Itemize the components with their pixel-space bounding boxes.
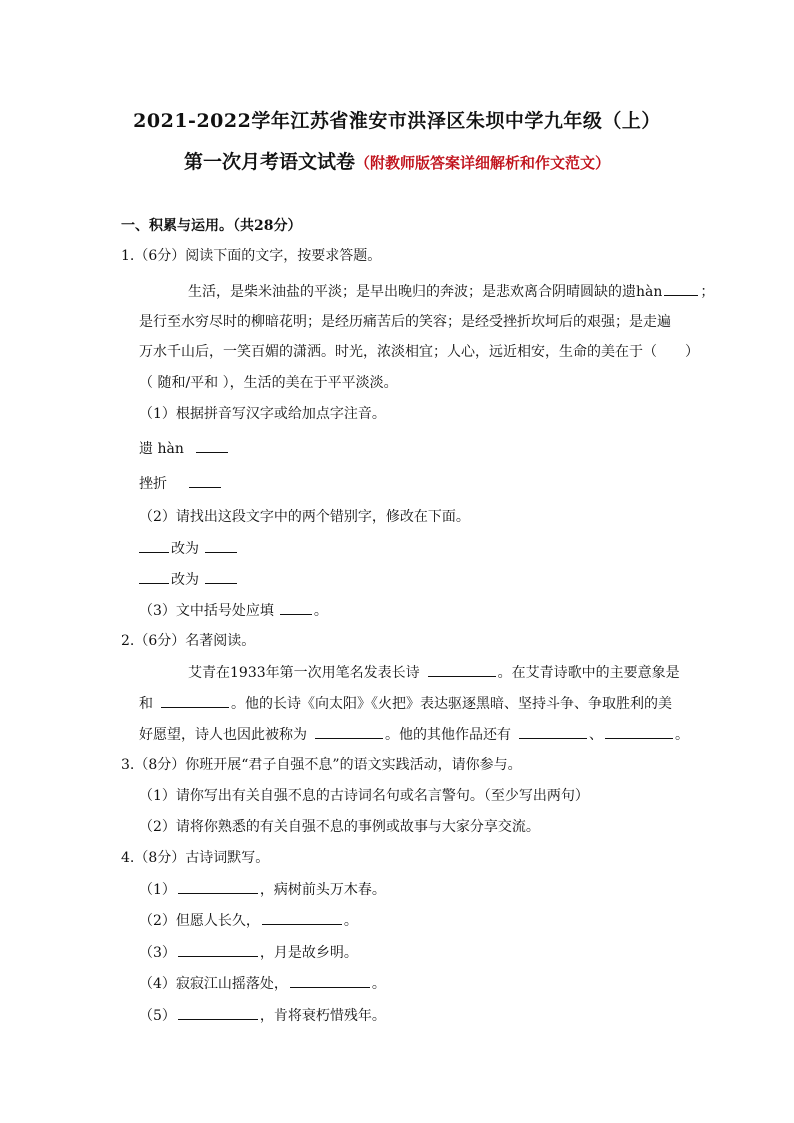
answer-blank[interactable] (178, 944, 258, 957)
question-3-stem: 3.（8分）你班开展“君子自强不息”的语文实践活动，请你参与。 (121, 757, 522, 773)
q1-passage-line3: 万水千山后，一笑百媚的潇洒。时光，浓淡相宜；人心，远近相安，生命的美在于（ ） (139, 344, 699, 360)
q4-item-prefix: （4）寂寂江山摇落处， (139, 976, 288, 992)
q4-item-suffix: 。 (371, 976, 386, 992)
q4-item-4 (139, 975, 386, 992)
q4-item-suffix: 。 (343, 913, 358, 929)
answer-blank[interactable] (428, 664, 496, 677)
q1-item-label: 遗 hàn (139, 441, 184, 457)
q4-item-suffix: ，病树前头万木春。 (259, 882, 386, 898)
q2-text: 。在艾青诗歌中的主要意象是 (497, 665, 680, 681)
q1-sub1-item2 (139, 475, 223, 492)
change-to-label: 改为 (171, 541, 199, 557)
q2-line2 (139, 695, 672, 712)
q1-item-label: 挫折 (139, 476, 167, 492)
q4-item-prefix: （1） (139, 882, 176, 898)
answer-blank[interactable] (262, 912, 342, 925)
answer-blank[interactable] (139, 571, 169, 584)
q1-passage-text: 生活，是柴米油盐的平淡；是早出晚归的奔波；是悲欢离合阴晴圆缺的遗hàn (188, 284, 663, 300)
answer-blank[interactable] (280, 602, 312, 615)
question-1-stem: 1.（6分）阅读下面的文字，按要求答题。 (121, 248, 382, 264)
q1-passage-line1 (188, 283, 714, 300)
q1-sub3 (139, 602, 328, 619)
q4-item-suffix: ，月是故乡明。 (259, 945, 358, 961)
question-4-stem: 4.（8分）古诗词默写。 (121, 850, 270, 866)
q2-text: 。他的长诗《向太阳》《火把》表达驱逐黑暗、坚持斗争、争取胜利的美 (231, 696, 672, 712)
q2-text: 和 (139, 696, 153, 712)
q1-passage-line4: （ 随和/平和 ），生活的美在于平平淡淡。 (139, 375, 398, 391)
q2-line1 (188, 664, 680, 681)
q1-sub3-text: （3）文中括号处应填 (139, 603, 274, 619)
answer-blank[interactable] (196, 440, 228, 453)
answer-blank[interactable] (139, 540, 169, 553)
answer-blank[interactable] (664, 283, 698, 296)
q2-text: 好愿望，诗人也因此被称为 (139, 727, 307, 743)
exam-title-line1: 2021-2022学年江苏省淮安市洪泽区朱坝中学九年级（上） (133, 110, 661, 132)
q4-item-3 (139, 944, 358, 961)
answer-blank[interactable] (178, 881, 258, 894)
q1-passage-line2: 是行至水穷尽时的柳暗花明；是经历痛苦后的笑容；是经受挫折坎坷后的艰强；是走遍 (139, 314, 671, 330)
q3-sub2: （2）请将你熟悉的有关自强不息的事例或故事与大家分享交流。 (139, 819, 540, 835)
q1-correction-row2 (139, 571, 239, 588)
q1-sub3-end: 。 (313, 603, 328, 619)
q1-passage-punct: ； (700, 284, 715, 300)
answer-blank[interactable] (189, 475, 221, 488)
q4-item-1 (139, 881, 386, 898)
q4-item-5 (139, 1007, 386, 1024)
q3-sub1: （1）请你写出有关自强不息的古诗词名句或名言警句。（至少写出两句） (139, 788, 589, 804)
q4-item-prefix: （2）但愿人长久， (139, 913, 260, 929)
q4-item-suffix: ，肯将衰朽惜残年。 (259, 1008, 386, 1024)
question-2-stem: 2.（6分）名著阅读。 (121, 633, 256, 649)
q4-item-2 (139, 912, 358, 929)
q4-item-prefix: （3） (139, 945, 176, 961)
answer-blank[interactable] (290, 975, 370, 988)
q1-sub1-item1 (139, 440, 230, 457)
q2-text: 艾青在1933年第一次用笔名发表长诗 (188, 665, 420, 681)
section-heading: 一、积累与运用。（共28分） (121, 218, 302, 234)
answer-blank[interactable] (178, 1007, 258, 1020)
q1-sub1: （1）根据拼音写汉字或给加点字注音。 (139, 406, 386, 422)
q2-text: 、 (589, 727, 603, 743)
q2-text: 。他的其他作品还有 (385, 727, 511, 743)
answer-blank[interactable] (605, 726, 673, 739)
answer-blank[interactable] (205, 540, 237, 553)
q2-text: 。 (675, 727, 689, 743)
q1-correction-row1 (139, 540, 239, 557)
answer-blank[interactable] (161, 695, 229, 708)
q1-sub2: （2）请找出这段文字中的两个错别字，修改在下面。 (139, 509, 470, 525)
answer-blank[interactable] (315, 726, 383, 739)
exam-title-note: （附教师版答案详细解析和作文范文） (355, 154, 611, 172)
exam-title-line2 (0, 147, 794, 174)
exam-title-main: 第一次月考语文试卷 (183, 151, 355, 173)
q4-item-prefix: （5） (139, 1008, 176, 1024)
change-to-label: 改为 (171, 572, 199, 588)
q2-line3 (139, 726, 689, 743)
answer-blank[interactable] (519, 726, 587, 739)
answer-blank[interactable] (205, 571, 237, 584)
